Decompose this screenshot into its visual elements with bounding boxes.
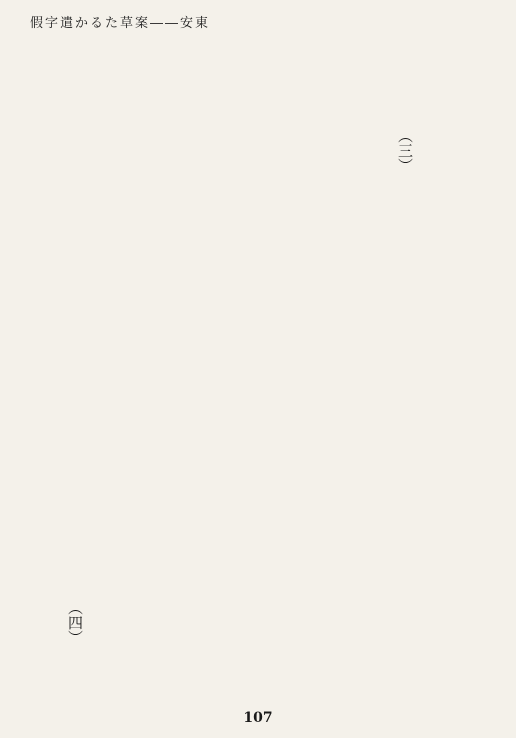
running-header: 假字遣かるた草案――安東: [30, 16, 211, 31]
page-number: 107: [243, 710, 273, 726]
lower-text-block: [24, 44, 254, 684]
section-mark-4: （四）: [66, 600, 84, 645]
upper-text-block: [276, 44, 476, 684]
section-mark-3: （三）: [396, 128, 414, 173]
